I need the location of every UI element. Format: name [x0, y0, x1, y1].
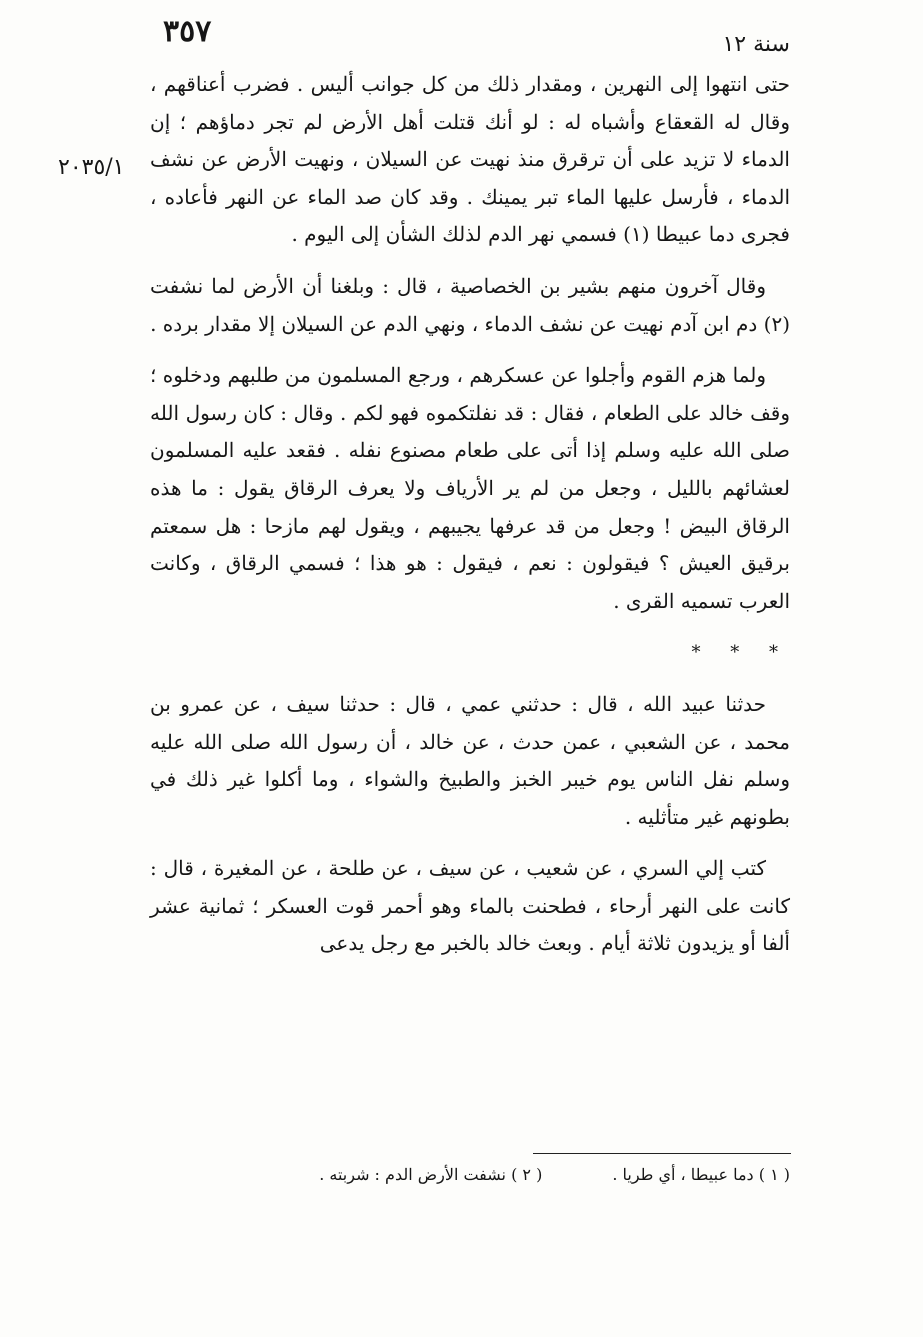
footnotes — [150, 1165, 790, 1184]
running-header-year: سنة ١٢ — [722, 32, 790, 57]
paragraph: ولما هزم القوم وأجلوا عن عسكرهم ، ورجع المسلمون من طلبهم ودخلوه ؛ وقف خالد على الطعام ، فقال : قد نفلتكموه فهو لكم . وقال : كان رسول الله صلى الله عليه وسلم إذا أتى على طعام مصنوع نفله . فقعد عليه المسلمون لعشائهم بالليل ، وجعل من لم ير الأرياف ولا يعرف الرقاق يقول : ما هذه الرقاق البيض ! وجعل من قد عرفها يجيبهم ، ويقول لهم مازحا : هل سمعتم برقيق العيش ؟ فيقولون : نعم ، فيقول : هو هذا ؛ فسمي الرقاق ، وكانت العرب تسميه القرى . — [150, 363, 790, 613]
page-number: ٣٥٧ — [163, 14, 212, 49]
margin-reference: ٢٠٣٥/١ — [58, 155, 125, 180]
section-separator: * * * — [691, 642, 790, 664]
paragraph: حتى انتهوا إلى النهرين ، ومقدار ذلك من كل جوانب أليس . فضرب أعناقهم ، وقال له القعقاع وأشباه له : لو أنك قتلت أهل الأرض لم تجر دماؤهم ؛ إن الدماء لا تزيد على أن ترقرق منذ نهيت عن السيلان ، ونهيت الأرض عن نشف الدماء ، فأرسل عليها الماء تبر يمينك . وقد كان صد الماء عن النهر فأعاده ، فجرى دما عبيطا (١) فسمي نهر الدم لذلك الشأن إلى اليوم . — [150, 72, 790, 247]
footnote: ( ١ ) دما عبيطا ، أي طريا . — [612, 1165, 790, 1184]
footnote-divider — [533, 1153, 791, 1154]
footnote: ( ٢ ) نشفت الأرض الدم : شربته . — [319, 1165, 543, 1184]
paragraph: وقال آخرون منهم بشير بن الخصاصية ، قال : وبلغنا أن الأرض لما نشفت (٢) دم ابن آدم نهيت عن نشف الدماء ، ونهي الدم عن السيلان إلا مقدار برده . — [150, 273, 790, 336]
paragraph: كتب إلي السري ، عن شعيب ، عن سيف ، عن طلحة ، عن المغيرة ، قال : كانت على النهر أرحاء ، فطحنت بالماء وهو أحمر قوت العسكر ؛ ثمانية عشر ألفا أو يزيدون ثلاثة أيام . وبعث خالد بالخبر مع رجل يدعى — [150, 856, 790, 956]
main-text — [150, 66, 790, 977]
paragraph: حدثنا عبيد الله ، قال : حدثني عمي ، قال : حدثنا سيف ، عن عمرو بن محمد ، عن الشعبي ، عمن حدث ، عن خالد ، أن رسول الله صلى الله عليه وسلم نفل الناس يوم خيبر الخبز والطبيخ والشواء ، وما أكلوا غير ذلك في بطونهم غير متأثليه . — [150, 691, 790, 829]
